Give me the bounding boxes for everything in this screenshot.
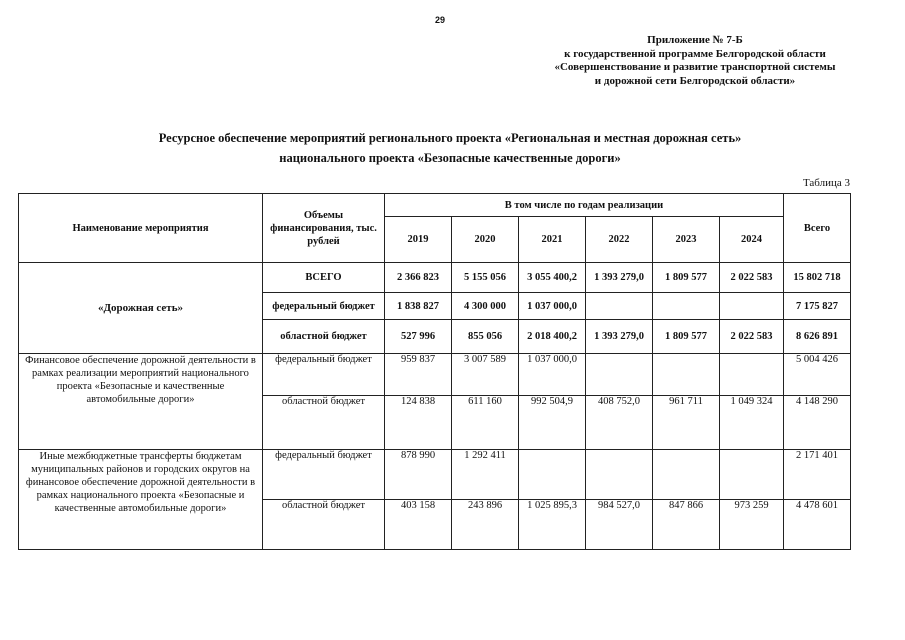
value-cell: 1 809 577 [653,263,720,293]
table-row [19,354,851,396]
table-row [19,263,851,293]
header-year: 2019 [385,217,452,263]
value-cell: 1 393 279,0 [586,263,653,293]
value-cell: 1 292 411 [452,450,519,500]
value-cell: 403 158 [385,500,452,550]
table-label: Таблица 3 [802,177,850,189]
value-cell [586,354,653,396]
table-row [19,450,851,500]
value-cell [720,293,784,320]
page-number: 29 [434,15,445,25]
header-row [19,194,851,217]
header-by-year: В том числе по годам реализации [385,194,784,217]
value-cell: 124 838 [385,396,452,450]
header-year: 2021 [519,217,586,263]
header-year: 2020 [452,217,519,263]
value-cell: 2 022 583 [720,263,784,293]
funding-source: ВСЕГО [263,263,385,293]
total-cell: 15 802 718 [784,263,851,293]
value-cell [586,293,653,320]
funding-source: областной бюджет [263,500,385,550]
total-cell: 5 004 426 [784,354,851,396]
value-cell: 1 037 000,0 [519,354,586,396]
value-cell: 2 022 583 [720,320,784,354]
value-cell: 961 711 [653,396,720,450]
value-cell: 878 990 [385,450,452,500]
appendix-line-3: «Совершенствование и развитие транспортной системы [554,61,836,73]
activity-name: «Дорожная сеть» [19,263,263,354]
total-cell: 4 478 601 [784,500,851,550]
value-cell: 992 504,9 [519,396,586,450]
value-cell: 847 866 [653,500,720,550]
value-cell: 973 259 [720,500,784,550]
value-cell: 1 025 895,3 [519,500,586,550]
funding-source: областной бюджет [263,396,385,450]
value-cell: 3 055 400,2 [519,263,586,293]
value-cell: 243 896 [452,500,519,550]
value-cell: 527 996 [385,320,452,354]
total-cell: 4 148 290 [784,396,851,450]
value-cell: 4 300 000 [452,293,519,320]
value-cell: 1 049 324 [720,396,784,450]
value-cell: 1 393 279,0 [586,320,653,354]
header-name: Наименование мероприятия [19,194,263,263]
value-cell: 611 160 [452,396,519,450]
total-cell: 8 626 891 [784,320,851,354]
title-line-1: Ресурсное обеспечение мероприятий регионального проекта «Региональная и местная дорожная сеть» [158,131,742,145]
value-cell: 855 056 [452,320,519,354]
total-cell: 7 175 827 [784,293,851,320]
header-year: 2023 [653,217,720,263]
value-cell [586,450,653,500]
value-cell: 984 527,0 [586,500,653,550]
appendix-line-2: к государственной программе Белгородской области [564,47,826,60]
activity-name: Финансовое обеспечение дорожной деятельности в рамках реализации мероприятий национального проекта «Безопасные и качественные автомобильные дороги» [19,354,263,450]
funding-source: федеральный бюджет [263,293,385,320]
appendix-heading [500,34,890,88]
header-year: 2024 [720,217,784,263]
value-cell: 959 837 [385,354,452,396]
value-cell [653,354,720,396]
appendix-line-4: и дорожной сети Белгородской области» [594,74,796,87]
header-volume: Объемы финансирования, тыс. рублей [263,194,385,263]
activity-name: Иные межбюджетные трансферты бюджетам муниципальных районов и городских округов на финансовое обеспечение дорожной деятельности в рамках национального проекта «Безопасные и качественные автомобильные дороги» [19,450,263,550]
value-cell: 5 155 056 [452,263,519,293]
funding-source: федеральный бюджет [263,450,385,500]
value-cell [653,293,720,320]
value-cell [653,450,720,500]
header-year: 2022 [586,217,653,263]
value-cell [720,354,784,396]
resource-table [18,193,851,550]
funding-source: федеральный бюджет [263,354,385,396]
document-title [100,128,800,168]
value-cell: 1 037 000,0 [519,293,586,320]
appendix-line-1: Приложение № 7-Б [647,34,743,46]
value-cell [519,450,586,500]
value-cell: 2 018 400,2 [519,320,586,354]
funding-source: областной бюджет [263,320,385,354]
total-cell: 2 171 401 [784,450,851,500]
header-total: Всего [784,194,851,263]
value-cell: 3 007 589 [452,354,519,396]
value-cell: 408 752,0 [586,396,653,450]
title-line-2: национального проекта «Безопасные качественные дороги» [279,151,621,165]
value-cell: 2 366 823 [385,263,452,293]
value-cell [720,450,784,500]
value-cell: 1 838 827 [385,293,452,320]
value-cell: 1 809 577 [653,320,720,354]
